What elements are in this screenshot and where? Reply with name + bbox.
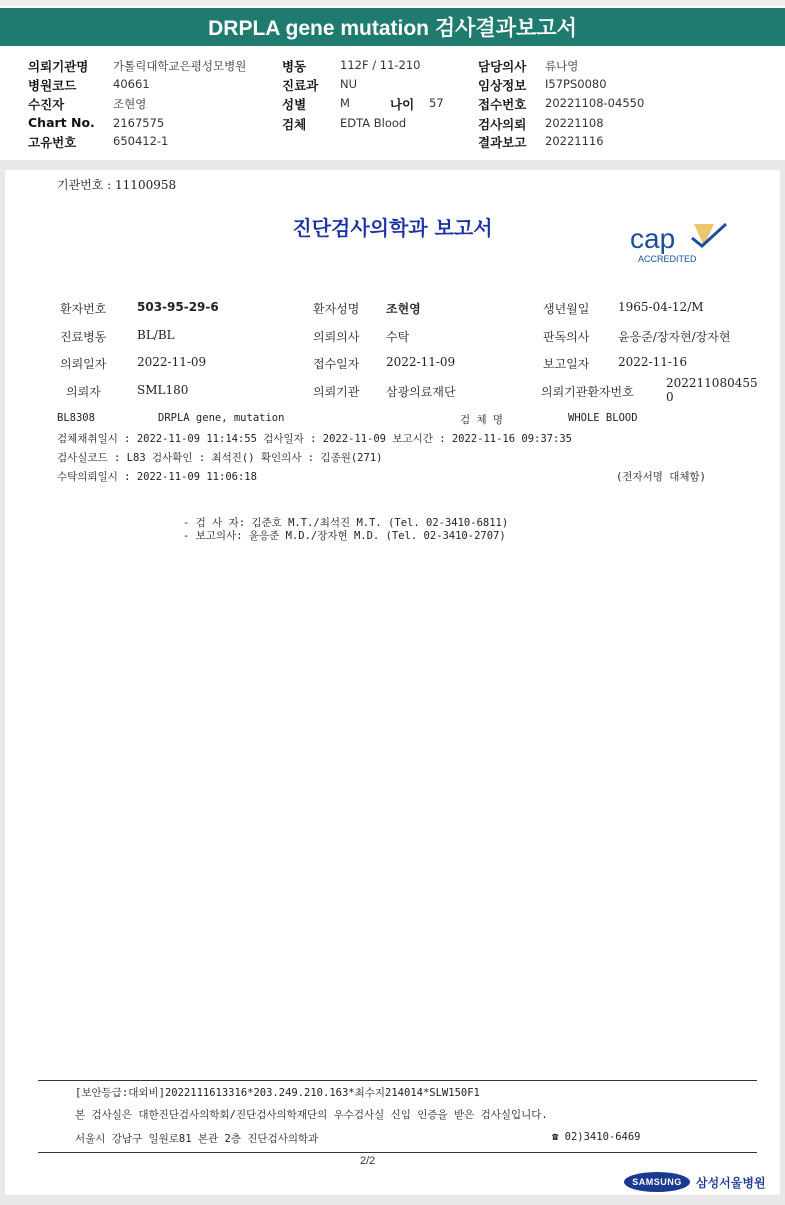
header-value: 112F / 11-210	[340, 58, 421, 72]
requester-label: 의뢰자	[66, 385, 101, 399]
lab-address: 서울시 강남구 일원로81 본관 2층 진단검사의학과	[75, 1133, 319, 1145]
header-label: 고유번호	[28, 135, 77, 150]
age-value: 57	[429, 96, 444, 110]
footer-bottom-rule	[38, 1152, 757, 1153]
dob: 1965-04-12/M	[618, 300, 704, 314]
institution-number: 기관번호 : 11100958	[57, 178, 177, 192]
requesting-doctor: 수탁	[386, 330, 410, 344]
electronic-signature-note: (전자서명 대체함)	[616, 471, 706, 483]
patient-no: 503-95-29-6	[137, 300, 219, 314]
consignment-line: 수탁의뢰일시 : 2022-11-09 11:06:18	[57, 471, 257, 483]
request-date-label: 의뢰일자	[60, 357, 107, 371]
tester-info: - 검 사 자: 김준호 M.T./최석진 M.T. (Tel. 02-3410-6811)	[183, 517, 509, 529]
ward-label: 진료병동	[60, 330, 107, 344]
header-label: 접수번호	[478, 97, 527, 112]
certification-note: 본 검사실은 대한진단검사의학회/진단검사의학재단의 우수검사실 신임 인증을 받은 검사실입니다.	[75, 1109, 548, 1121]
reader: 윤응준/장자현/장자현	[618, 330, 731, 344]
header-value: 2167575	[113, 116, 165, 130]
separator-band	[0, 160, 785, 170]
cap-accredited-logo	[628, 218, 738, 268]
institution-patient-no-line2: 0	[666, 390, 674, 404]
requesting-doctor-label: 의뢰의사	[313, 330, 360, 344]
header-value: M	[340, 96, 350, 110]
page-number: 2/2	[360, 1155, 376, 1167]
left-margin-band	[0, 170, 5, 1195]
hospital-name: 삼성서울병원	[696, 1176, 766, 1190]
footer-top-rule	[38, 1080, 757, 1081]
header-label: Chart No.	[28, 115, 95, 130]
bottom-band	[0, 1195, 785, 1205]
test-name: DRPLA gene, mutation	[158, 412, 285, 424]
report-title: DRPLA gene mutation 검사결과보고서	[0, 8, 785, 46]
header-value: EDTA Blood	[340, 116, 407, 130]
samsung-logo: SAMSUNG	[624, 1172, 690, 1192]
cap-logo-subtext: ACCREDITED	[638, 254, 697, 264]
patient-no-label: 환자번호	[60, 302, 107, 316]
header-value: 20221108-04550	[545, 96, 645, 110]
right-margin-band	[780, 170, 785, 1195]
specimen-label: 검 체 명	[460, 414, 504, 426]
security-line: [보안등급:대외비]2022111613316*203.249.210.163*최수지214014*SLW150F1	[75, 1087, 480, 1099]
header-value: 20221108	[545, 116, 604, 130]
header-label: 병원코드	[28, 78, 77, 93]
header-value: I57PS0080	[545, 77, 607, 91]
collection-line: 검체채취일시 : 2022-11-09 11:14:55 검사일자 : 2022-11-09 보고시간 : 2022-11-16 09:37:35	[57, 433, 572, 445]
age-label: 나이	[390, 97, 415, 112]
institution-patient-no-line1: 202211080455	[666, 376, 758, 390]
header-label: 성별	[282, 97, 307, 112]
reporter-info: - 보고의사: 윤응준 M.D./장자현 M.D. (Tel. 02-3410-2707)	[183, 530, 506, 542]
specimen: WHOLE BLOOD	[568, 412, 638, 424]
header-value: 650412-1	[113, 134, 169, 148]
patient-name-label: 환자성명	[313, 302, 360, 316]
test-code: BL8308	[57, 412, 95, 424]
header-label: 임상정보	[478, 78, 527, 93]
header-label: 의뢰기관명	[28, 59, 89, 74]
department-report-title: 진단검사의학과 보고서	[292, 216, 493, 240]
header-label: 병동	[282, 59, 307, 74]
cap-logo-text: cap	[630, 223, 676, 254]
header-label: 담당의사	[478, 59, 527, 74]
lab-phone: ☎ 02)3410-6469	[552, 1131, 641, 1143]
request-date: 2022-11-09	[137, 355, 207, 369]
header-label: 검체	[282, 117, 307, 132]
header-label: 진료과	[282, 78, 319, 93]
requesting-institution: 삼광의료재단	[386, 385, 456, 399]
reader-label: 판독의사	[543, 330, 590, 344]
dob-label: 생년월일	[543, 302, 590, 316]
header-value: 가톨릭대학교은평성모병원	[113, 59, 247, 73]
header-value: 류나영	[545, 59, 579, 73]
header-value: 40661	[113, 77, 150, 91]
ward: BL/BL	[137, 328, 175, 342]
receive-date-label: 접수일자	[313, 357, 360, 371]
receive-date: 2022-11-09	[386, 355, 456, 369]
lab-code-line: 검사실코드 : L83 검사확인 : 최석진() 확인의사 : 김종원(271)	[57, 452, 383, 464]
requesting-institution-label: 의뢰기관	[313, 385, 360, 399]
institution-patient-no-label: 의뢰기관환자번호	[541, 385, 634, 399]
header-value: NU	[340, 77, 358, 91]
header-label: 검사의뢰	[478, 117, 527, 132]
report-date: 2022-11-16	[618, 355, 688, 369]
requester: SML180	[137, 383, 189, 397]
header-value: 조현영	[113, 97, 147, 111]
top-border	[0, 0, 785, 6]
report-date-label: 보고일자	[543, 357, 590, 371]
header-label: 수진자	[28, 97, 65, 112]
header-value: 20221116	[545, 134, 604, 148]
patient-name: 조현영	[386, 302, 421, 316]
header-label: 결과보고	[478, 135, 527, 150]
